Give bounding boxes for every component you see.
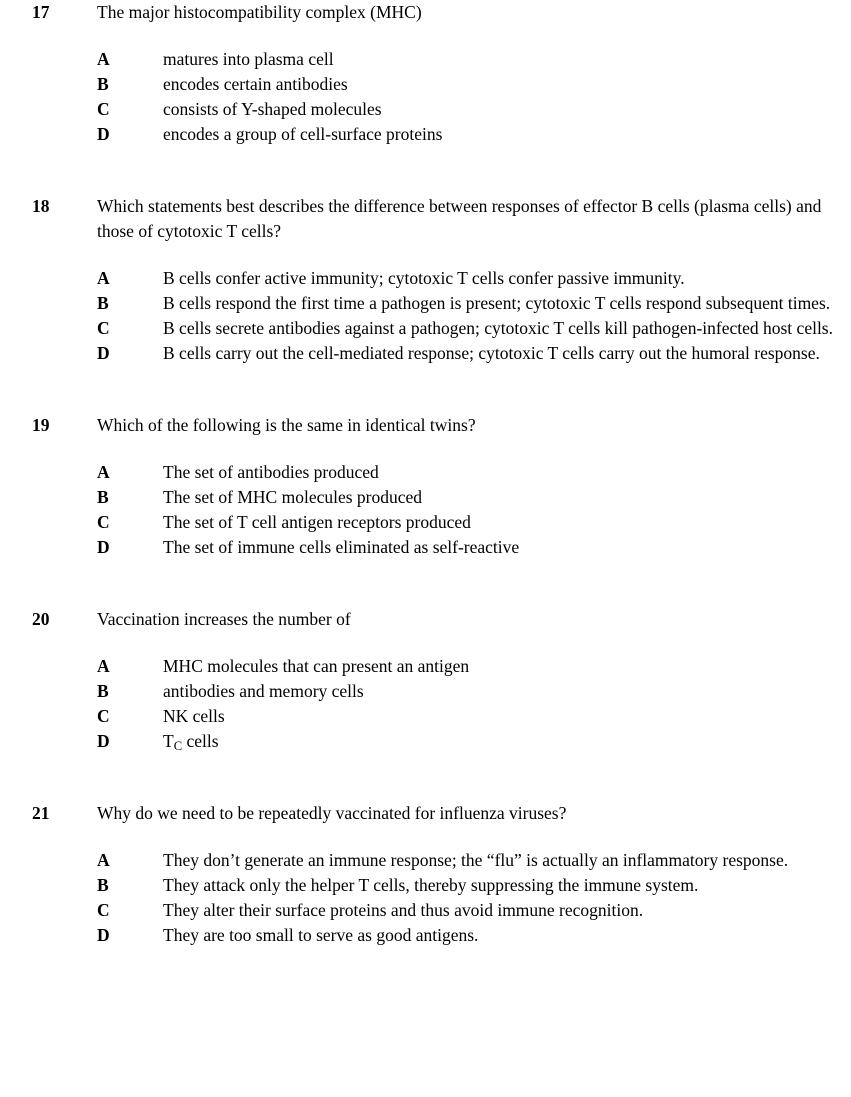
option-text: antibodies and memory cells [163,681,364,701]
question-number-21: 21 [32,803,50,823]
question-block-19 [0,413,851,560]
option-letter: C [97,512,110,532]
option-letter: C [97,318,110,338]
option-17-d[interactable] [32,122,851,147]
option-letter: D [97,124,110,144]
question-header-20 [32,607,851,632]
question-number-19: 19 [32,415,50,435]
question-stem-18: Which statements best describes the difference between responses of effector B cells (plasma cells) and those of cytotoxic T cells? [97,196,822,241]
question-block-20 [0,607,851,756]
option-letter: B [97,293,109,313]
option-text-subscript: C [173,738,183,753]
question-stem-20: Vaccination increases the number of [97,609,351,629]
option-text: The set of MHC molecules produced [163,487,423,507]
question-header-21 [32,801,851,826]
question-header-17 [32,0,851,25]
option-text: The set of immune cells eliminated as self-reactive [163,537,520,557]
option-letter: C [97,99,110,119]
option-17-a[interactable] [32,47,851,72]
option-21-a[interactable] [32,848,851,873]
option-letter: D [97,731,110,751]
question-spacer [0,147,851,194]
option-text: The set of T cell antigen receptors produced [163,512,471,532]
option-17-c[interactable] [32,97,851,122]
option-18-b[interactable] [32,291,851,316]
option-text: They don’t generate an immune response; the “flu” is actually an inflammatory response. [163,850,789,870]
option-18-a[interactable] [32,266,851,291]
question-header-18 [32,194,851,244]
option-20-a[interactable] [32,654,851,679]
option-list-20 [32,654,851,756]
option-text: The set of antibodies produced [163,462,379,482]
option-letter: A [97,656,110,676]
option-text: They alter their surface proteins and thus avoid immune recognition. [163,900,644,920]
option-text: B cells confer active immunity; cytotoxic T cells confer passive immunity. [163,268,685,288]
option-letter: A [97,49,110,69]
option-20-c[interactable] [32,704,851,729]
option-list-18 [32,266,851,366]
option-18-d[interactable] [32,341,851,366]
question-number-20: 20 [32,609,50,629]
option-letter: D [97,343,110,363]
option-text: encodes certain antibodies [163,74,348,94]
option-text: consists of Y-shaped molecules [163,99,382,119]
option-20-d[interactable] [32,729,851,756]
question-block-18 [0,194,851,366]
question-stem-19: Which of the following is the same in identical twins? [97,415,476,435]
option-17-b[interactable] [32,72,851,97]
option-letter: B [97,681,109,701]
option-21-b[interactable] [32,873,851,898]
option-letter: D [97,925,110,945]
option-letter: B [97,74,109,94]
option-letter: D [97,537,110,557]
option-text-subscripted [163,729,836,756]
question-block-21 [0,801,851,948]
option-list-17 [32,47,851,147]
option-18-c[interactable] [32,316,851,341]
option-text: B cells secrete antibodies against a pathogen; cytotoxic T cells kill pathogen-infected host cells. [163,318,833,338]
question-stem-17: The major histocompatibility complex (MHC) [97,2,422,22]
option-21-d[interactable] [32,923,851,948]
option-text: B cells carry out the cell-mediated response; cytotoxic T cells carry out the humoral response. [163,343,820,363]
option-text: They are too small to serve as good antigens. [163,925,479,945]
question-spacer [0,366,851,413]
question-header-19 [32,413,851,438]
option-19-c[interactable] [32,510,851,535]
option-text: matures into plasma cell [163,49,334,69]
option-list-21 [32,848,851,948]
option-text: B cells respond the first time a pathogen is present; cytotoxic T cells respond subsequent times. [163,293,831,313]
option-letter: C [97,706,110,726]
option-19-a[interactable] [32,460,851,485]
option-letter: A [97,268,110,288]
question-number-18: 18 [32,196,50,216]
option-19-b[interactable] [32,485,851,510]
question-block-17 [0,0,851,147]
question-spacer [0,756,851,801]
option-letter: B [97,875,109,895]
option-letter: C [97,900,110,920]
option-text-base: T [163,731,174,751]
option-text: encodes a group of cell-surface proteins [163,124,443,144]
option-text: They attack only the helper T cells, thereby suppressing the immune system. [163,875,699,895]
option-text-tail: cells [182,731,219,751]
option-19-d[interactable] [32,535,851,560]
option-21-c[interactable] [32,898,851,923]
question-stem-21: Why do we need to be repeatedly vaccinated for influenza viruses? [97,803,567,823]
option-letter: A [97,462,110,482]
option-letter: B [97,487,109,507]
option-letter: A [97,850,110,870]
option-text: NK cells [163,706,225,726]
option-20-b[interactable] [32,679,851,704]
question-spacer [0,560,851,607]
question-number-17: 17 [32,2,50,22]
option-text: MHC molecules that can present an antigen [163,656,470,676]
option-list-19 [32,460,851,560]
